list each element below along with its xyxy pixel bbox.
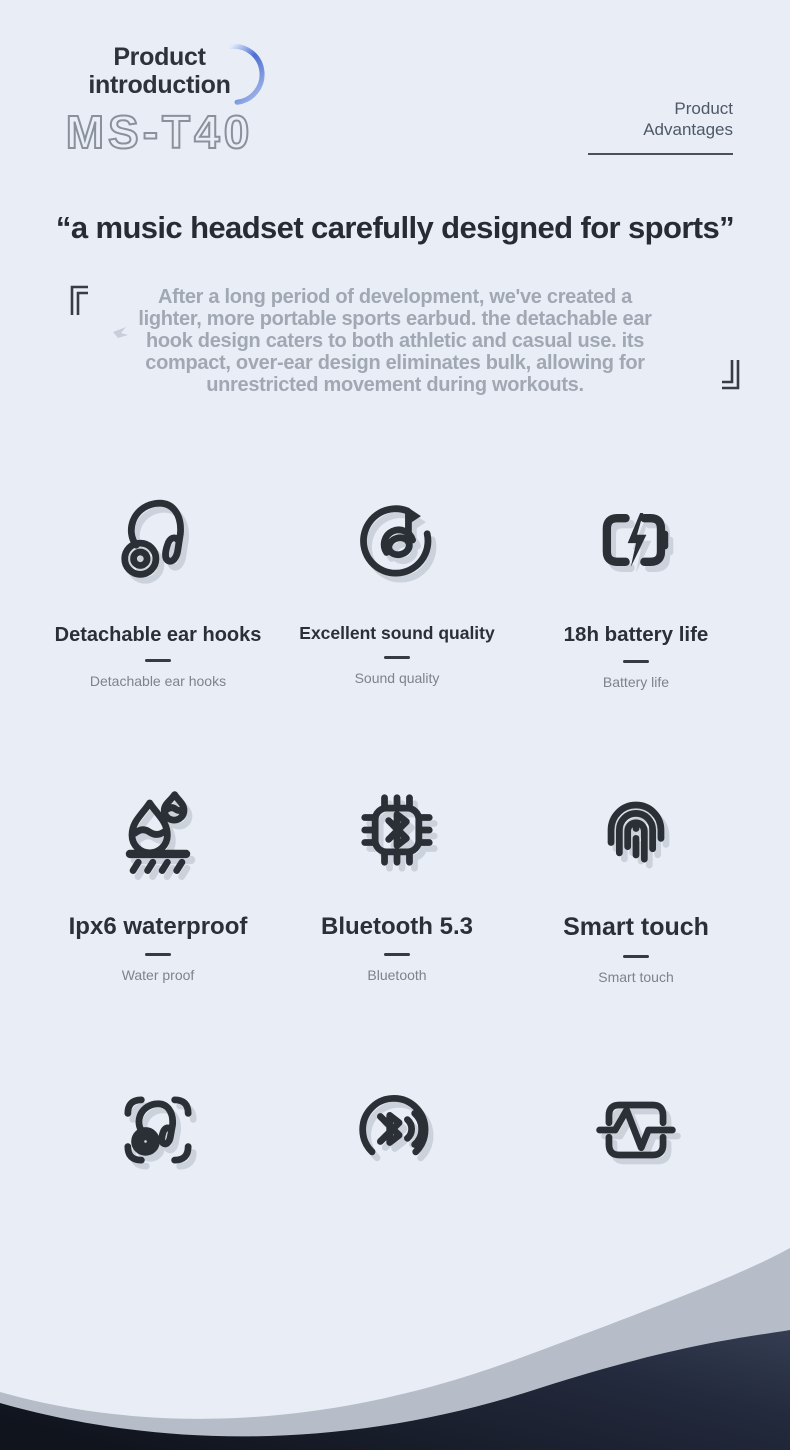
page-title: Product introduction xyxy=(88,43,231,99)
feature-subtitle: Bluetooth xyxy=(367,967,427,984)
crescent-moon-icon xyxy=(221,38,274,108)
feature-sound-quality xyxy=(277,482,517,686)
earbud-scan-icon xyxy=(106,1078,210,1182)
footer-curve-graphic xyxy=(0,1188,790,1450)
headline: “a music headset carefully designed for sports” xyxy=(55,210,735,245)
ear-hook-icon xyxy=(106,488,210,592)
divider-dash xyxy=(384,656,410,659)
equalizer-wave-icon xyxy=(584,1078,688,1182)
feature-detachable-ear-hooks xyxy=(38,482,278,689)
feature-title: Ipx6 waterproof xyxy=(68,913,248,940)
divider-dash xyxy=(145,659,171,662)
close-quote-bracket-icon xyxy=(716,358,742,392)
feature-smart-touch xyxy=(516,772,756,985)
feature-subtitle: Smart touch xyxy=(598,968,674,985)
feature-waterproof xyxy=(38,772,278,983)
divider-dash xyxy=(623,660,649,663)
feature-title: Bluetooth 5.3 xyxy=(320,913,473,940)
feature-title: Smart touch xyxy=(563,913,709,941)
feature-subtitle: Sound quality xyxy=(354,670,440,687)
feature-subtitle: Water proof xyxy=(121,967,195,984)
advantages-label: Product Advantages xyxy=(588,98,733,155)
feature-title: 18h battery life xyxy=(563,623,709,646)
water-drops-icon xyxy=(106,778,210,882)
feature-title: Detachable ear hooks xyxy=(54,624,262,646)
divider-dash xyxy=(384,953,410,956)
divider-dash xyxy=(623,955,649,958)
feature-bluetooth xyxy=(277,772,517,983)
divider-dash xyxy=(145,953,171,956)
advantages-block xyxy=(588,98,733,155)
open-quote-bracket-icon xyxy=(68,283,94,317)
bluetooth-signal-icon xyxy=(345,1078,449,1182)
feature-battery-life xyxy=(516,482,756,690)
fingerprint-icon xyxy=(584,778,688,882)
cursor-icon xyxy=(112,326,130,340)
feature-subtitle: Battery life xyxy=(602,673,670,690)
battery-charging-icon xyxy=(584,488,688,592)
feature-title: Excellent sound quality xyxy=(299,623,495,643)
feature-subtitle: Detachable ear hooks xyxy=(89,673,227,689)
intro-paragraph: After a long period of development, we've created a lighter, more portable sports earbud. the detachable ear hook design caters to both athletic and casual use. its compact, over-ear design eliminates bulk, allowing for unrestricted movement during workouts. xyxy=(138,286,652,396)
bluetooth-chip-icon xyxy=(345,778,449,882)
model-name: MS-T40 xyxy=(65,106,254,158)
music-note-icon xyxy=(345,488,449,592)
